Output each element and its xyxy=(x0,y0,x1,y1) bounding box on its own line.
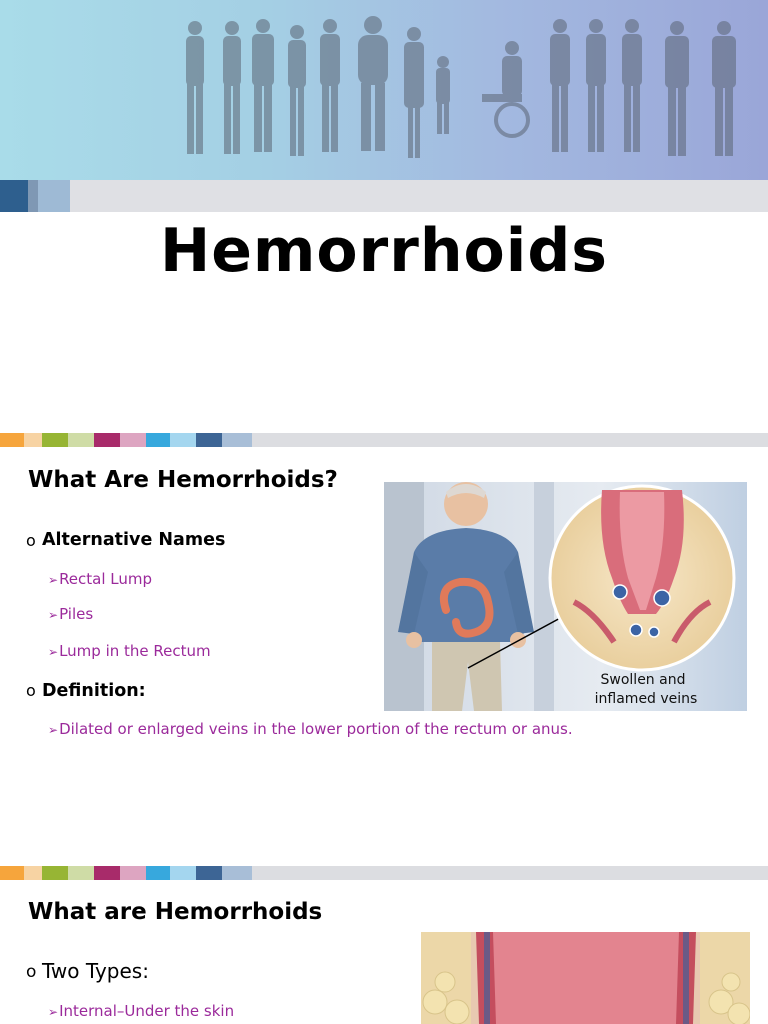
arrow-bullet-icon: ➢ xyxy=(48,573,59,587)
caption-line-2: inflamed veins xyxy=(594,691,698,707)
section-label: Definition: xyxy=(42,681,146,701)
arrow-bullet-icon: ➢ xyxy=(48,608,59,622)
title-slide xyxy=(0,0,768,432)
circle-bullet-icon: o xyxy=(26,962,37,982)
section-label: Alternative Names xyxy=(42,530,226,550)
list-item: ➢Dilated or enlarged veins in the lower portion of the rectum or anus. xyxy=(48,720,573,738)
list-item: ➢Rectal Lump xyxy=(48,570,153,588)
people-banner-image xyxy=(0,0,768,180)
hemorrhoid-illustration xyxy=(384,482,747,711)
arrow-bullet-icon: ➢ xyxy=(48,723,59,737)
list-item: ➢Internal–Under the skin xyxy=(48,1002,235,1020)
arrow-bullet-icon: ➢ xyxy=(48,1005,59,1019)
list-item: ➢Piles xyxy=(48,605,94,623)
circle-bullet-icon: o xyxy=(26,681,36,700)
section-label: Two Types: xyxy=(42,959,149,983)
accent-strip xyxy=(0,180,768,212)
definition-slide xyxy=(0,433,768,865)
slide-title: Hemorrhoids xyxy=(160,216,608,286)
slide-heading: What are Hemorrhoids xyxy=(28,899,323,925)
circle-bullet-icon: o xyxy=(26,531,36,550)
slide-heading: What Are Hemorrhoids? xyxy=(28,467,338,493)
types-slide xyxy=(0,866,768,1024)
color-strip xyxy=(0,433,768,447)
caption-line-1: Swollen and xyxy=(600,672,686,688)
color-strip xyxy=(0,866,768,880)
arrow-bullet-icon: ➢ xyxy=(48,645,59,659)
crowd-silhouettes xyxy=(0,0,768,180)
list-item: ➢Lump in the Rectum xyxy=(48,642,211,660)
rectum-crosssection-image xyxy=(421,932,750,1024)
